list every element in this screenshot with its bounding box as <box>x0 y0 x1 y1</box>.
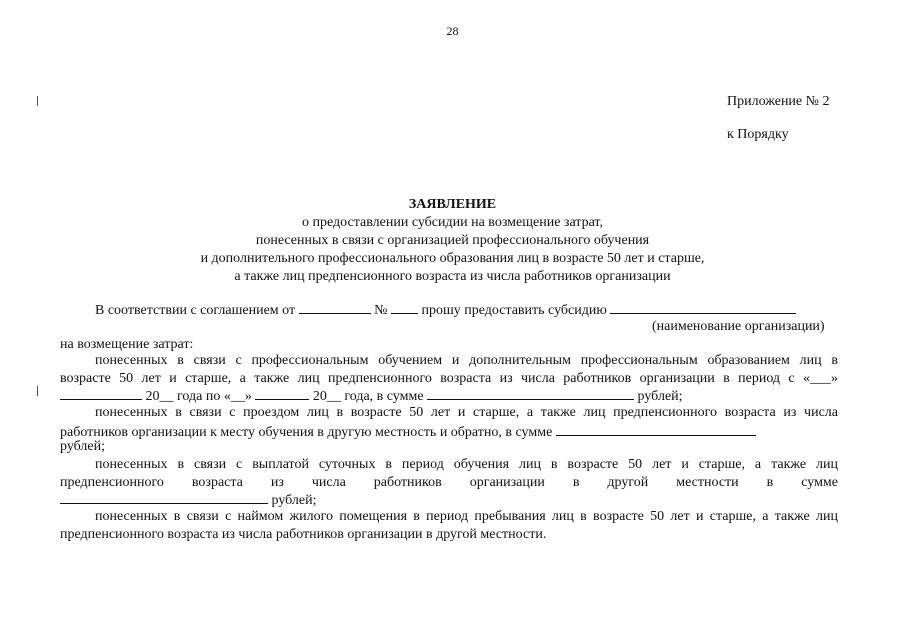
title-line: понесенных в связи с организацией профессионального обучения <box>255 233 650 248</box>
paragraph-line: рублей; <box>60 439 105 454</box>
title-heading: ЗАЯВЛЕНИЕ <box>408 197 497 212</box>
purpose-label: на возмещение затрат: <box>60 337 194 352</box>
organization-name-field[interactable] <box>610 300 796 314</box>
agreement-date-field[interactable] <box>299 300 371 314</box>
paragraph-line <box>60 490 317 510</box>
currency-label: рублей; <box>637 389 683 404</box>
paragraph-line: предпенсионного возраста из числа работников организации в другой местности в сумме <box>60 475 838 490</box>
period-end-field[interactable] <box>255 386 309 400</box>
appendix-label <box>727 94 830 143</box>
paragraph-line: понесенных в связи с выплатой суточных в период обучения лиц в возрасте 50 лет и старше, а также лиц <box>95 457 838 472</box>
year-label: 20__ <box>145 389 174 404</box>
agreement-number-field[interactable] <box>391 300 418 314</box>
currency-label: рублей; <box>271 493 317 508</box>
paragraph-text: работников организации к месту обучения в другую местность и обратно, в сумме <box>60 425 553 440</box>
paragraph-line: понесенных в связи с наймом жилого помещения в период пребывания лиц в возрасте 50 лет и старше, а также лиц <box>95 509 838 524</box>
paragraph-line: предпенсионного возраста из числа работников организации в другой местности. <box>60 527 547 542</box>
intro-text: прошу предоставить субсидию <box>421 303 607 318</box>
paragraph-line <box>60 422 756 442</box>
period-text: года, в сумме <box>344 389 424 404</box>
paragraph-line: понесенных в связи с профессиональным обучением и дополнительным профессиональным образованием лиц в <box>95 353 838 368</box>
paragraph-line: возрасте 50 лет и старше, а также лиц предпенсионного возраста из числа работников организации в период с «___» <box>60 371 838 386</box>
scan-mark <box>37 386 38 396</box>
title-line: о предоставлении субсидии на возмещение затрат, <box>302 215 603 230</box>
appendix-number: Приложение № 2 <box>727 94 830 109</box>
page-number: 28 <box>446 24 459 38</box>
intro-text: В соответствии с соглашением от <box>95 303 296 318</box>
intro-line <box>95 300 796 320</box>
title-line: а также лиц предпенсионного возраста из числа работников организации <box>234 269 671 284</box>
per-diem-amount-field[interactable] <box>60 490 268 504</box>
title-line: и дополнительного профессионального образования лиц в возрасте 50 лет и старше, <box>200 251 705 266</box>
paragraph-line: понесенных в связи с проездом лиц в возрасте 50 лет и старше, а также лиц предпенсионного возраста из числа <box>95 405 838 420</box>
year-label: 20__ <box>312 389 341 404</box>
period-text: года по «__» <box>177 389 252 404</box>
document-title <box>0 196 905 286</box>
paragraph-line <box>60 386 683 406</box>
training-amount-field[interactable] <box>427 386 634 400</box>
appendix-reference: к Порядку <box>727 127 789 142</box>
organization-caption: (наименование организации) <box>652 319 825 334</box>
number-sign: № <box>374 303 388 318</box>
travel-amount-field[interactable] <box>556 422 756 436</box>
scan-mark <box>37 96 38 106</box>
period-start-field[interactable] <box>60 386 142 400</box>
